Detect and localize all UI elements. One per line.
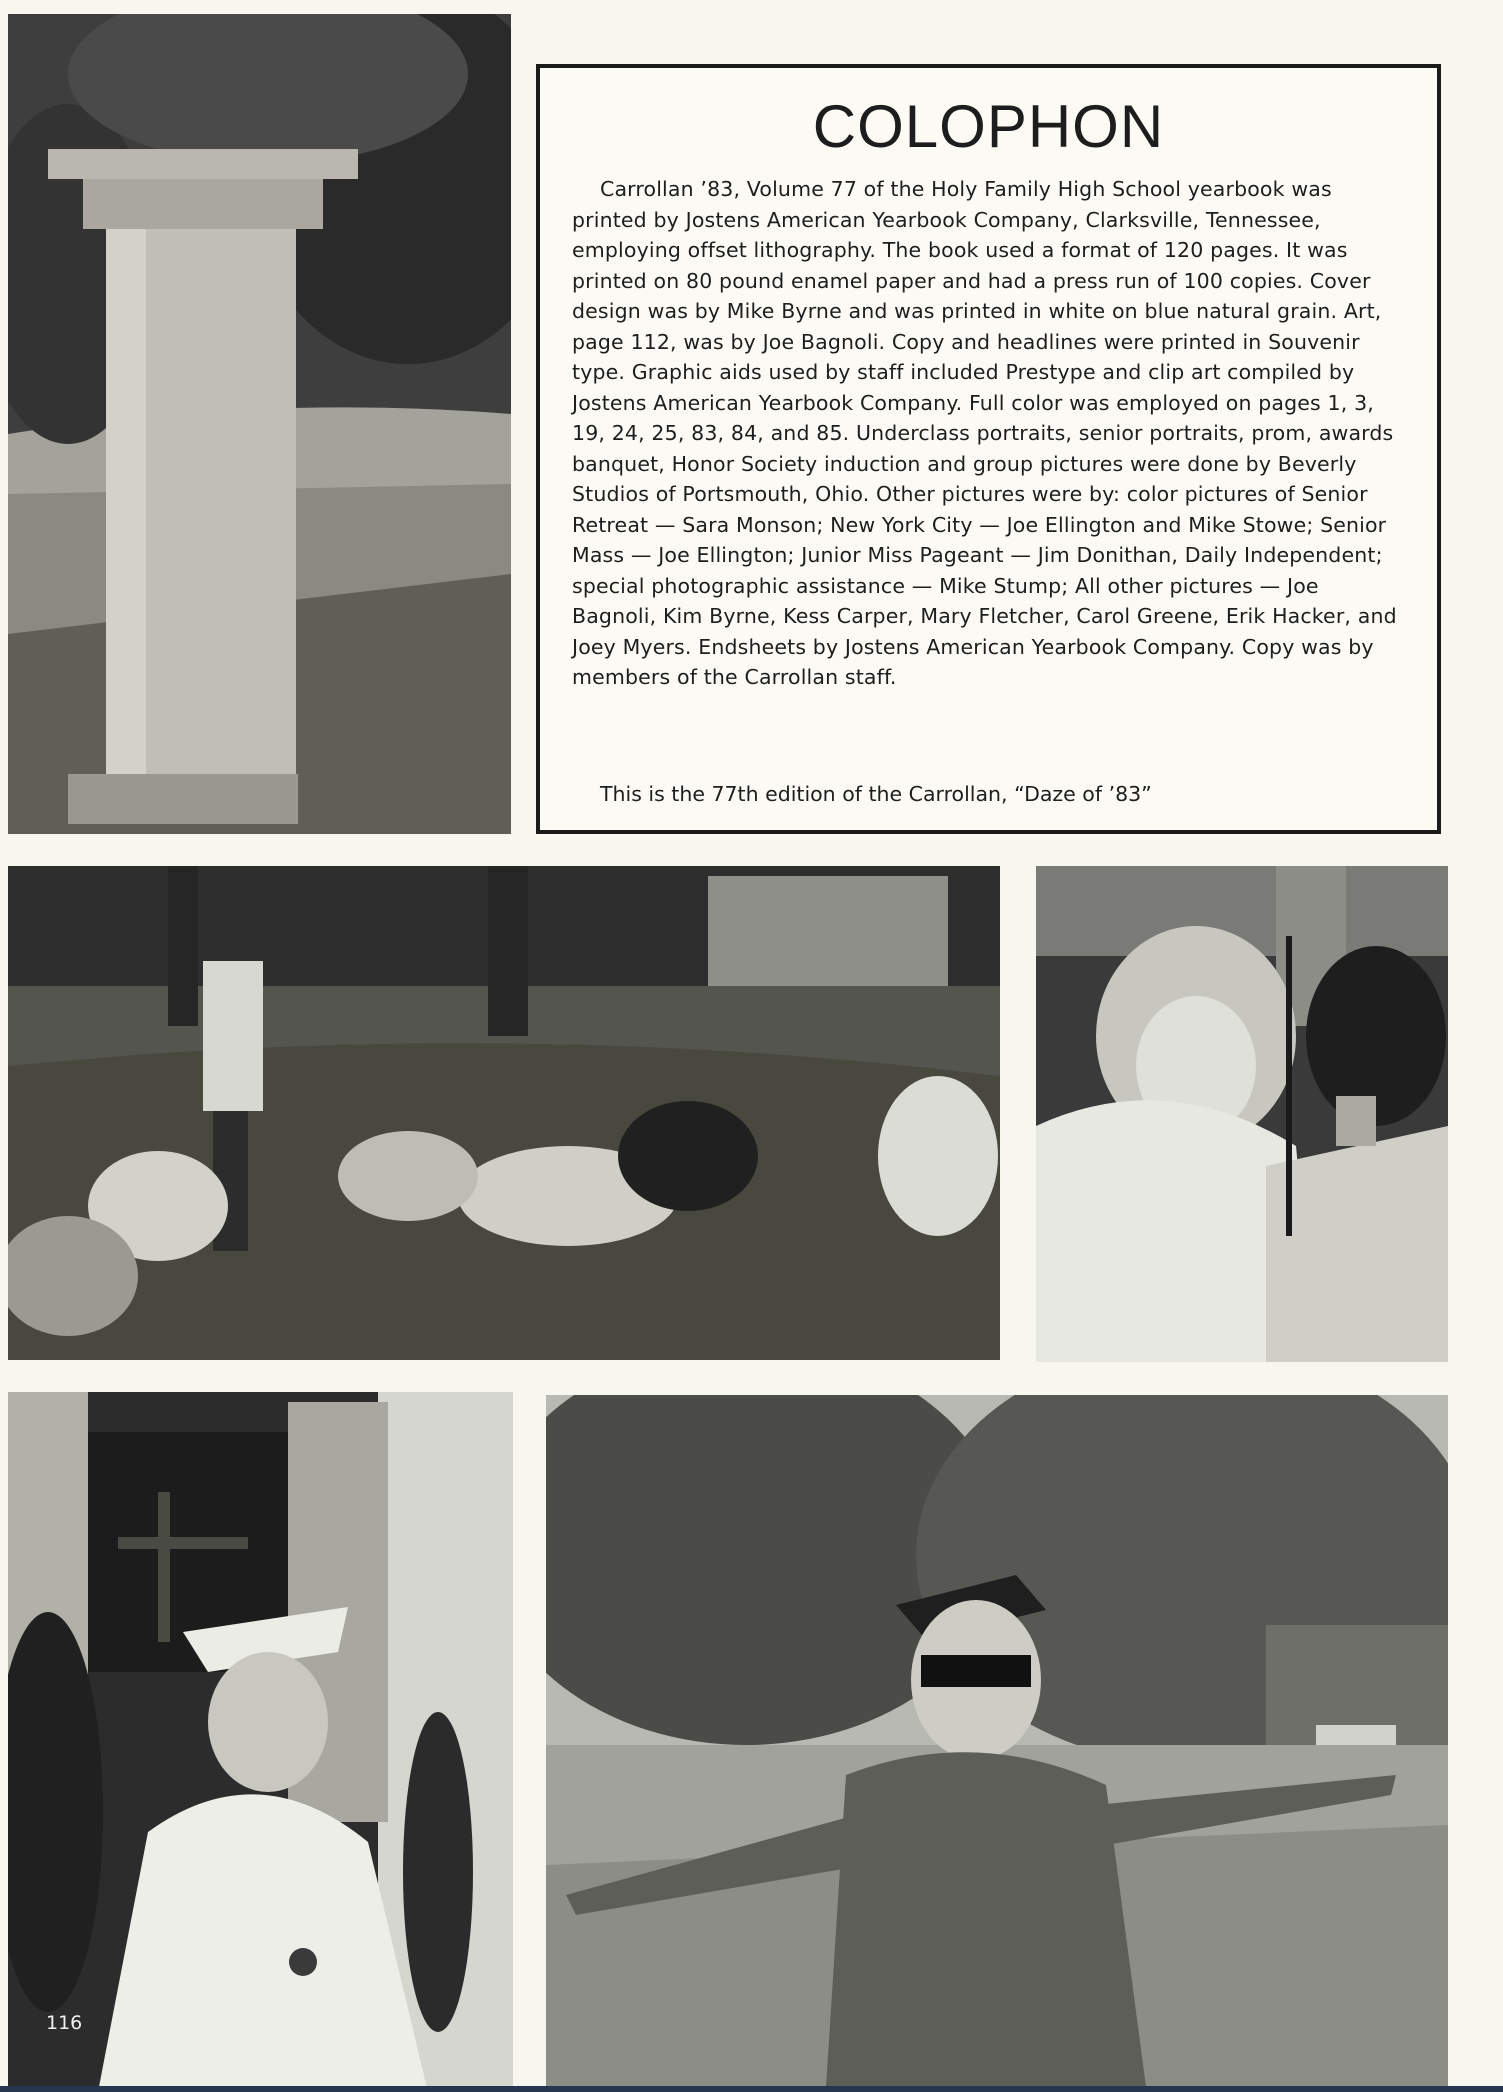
colophon-footer: This is the 77th edition of the Carrollan, “Daze of ’83” [600, 782, 1152, 806]
colophon-box [536, 64, 1441, 834]
mortarboard-illustration [546, 1395, 1448, 2087]
lawn-illustration [8, 866, 1000, 1360]
lab-illustration [1036, 866, 1448, 1362]
graduate-illustration [8, 1392, 513, 2092]
colophon-body: Carrollan ’83, Volume 77 of the Holy Family High School yearbook was printed by Jostens American Yearbook Company, Clarksville, Tennessee, employing offset lithography. The book used a format of 120 pages. It was printed on 80 pound enamel paper and had a press run of 100 copies. Cover design was by Mike Byrne and was printed in white on blue natural grain. Art, page 112, was by Joe Bagnoli. Copy and headlines were printed in Souvenir type. Graphic aids used by staff included Prestype and clip art compiled by Jostens American Yearbook Company. Full color was employed on pages 1, 3, 19, 24, 25, 83, 84, and 85. Underclass portraits, senior portraits, prom, awards banquet, Honor Society induction and group pictures were done by Beverly Studios of Portsmouth, Ohio. Other pictures were by: color pictures of Senior Retreat — Sara Monson; New York City — Joe Ellington and Mike Stowe; Senior Mass — Joe Ellington; Junior Miss Pageant — Jim Donithan, Daily Independent; special photographic assistance — Mike Stump; All other pictures — Joe Bagnoli, Kim Byrne, Kess Carper, Mary Fletcher, Carol Greene, Erik Hacker, and Joey Myers. Endsheets by Jostens American Yearbook Company. Copy was by members of the Carrollan staff. [572, 177, 1397, 689]
page-number: 116 [46, 2012, 83, 2034]
photo-student-mortarboard [546, 1395, 1448, 2087]
photo-sundial [8, 14, 511, 834]
photo-students-lawn [8, 866, 1000, 1360]
bottom-edge [0, 2086, 1503, 2092]
colophon-title: COLOPHON [812, 93, 1165, 160]
photo-graduate [8, 1392, 513, 2092]
photo-science-lab [1036, 866, 1448, 1362]
sundial-illustration [8, 14, 511, 834]
